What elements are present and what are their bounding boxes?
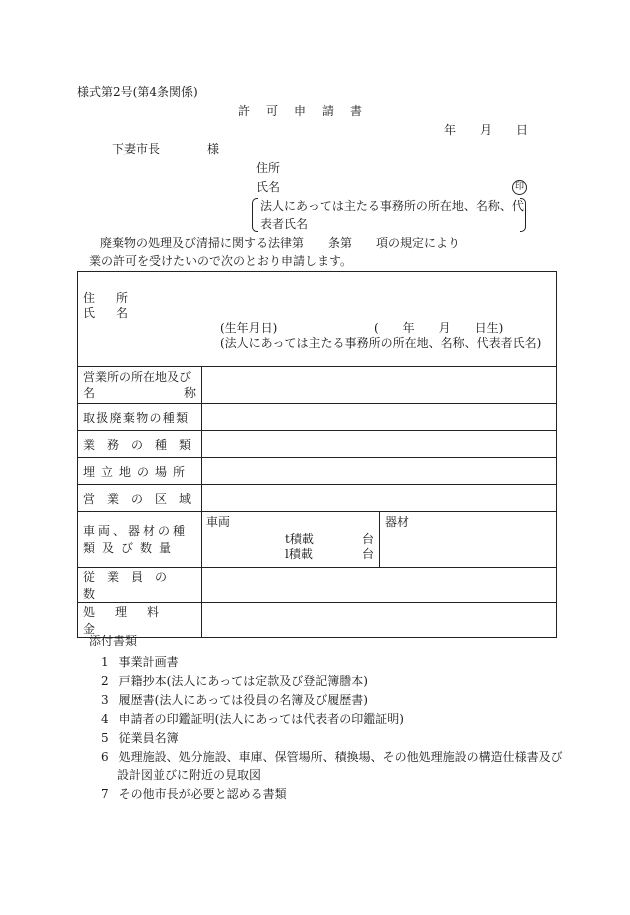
area-label <box>78 485 202 512</box>
birth-label: (生年月日) <box>220 321 278 335</box>
applicant-name-label: 氏名 <box>256 180 281 194</box>
intro-line2: 業の許可を受けたいので次のとおり申請します。 <box>89 254 353 268</box>
page-title: 許 可 申 請 書 <box>238 104 365 118</box>
intro-line1: 廃棄物の処理及び清掃に関する法律第 条第 項の規定により <box>100 236 461 250</box>
landfill-text: 埋立地の場所 <box>83 464 192 479</box>
vehicle-label-l2: 類及び数量 <box>83 540 179 555</box>
business-type-text: 業 務 の 種 類 <box>83 437 192 452</box>
attachments-heading: 添付書類 <box>89 634 138 648</box>
fee-field[interactable] <box>202 603 557 638</box>
table-row <box>78 603 557 638</box>
name-label-b: 名 <box>115 306 128 320</box>
table-row <box>78 404 557 431</box>
corp-note-line2: 表者氏名 <box>260 217 309 231</box>
vehicle-label-l1: 車両、器材の種 <box>83 523 189 538</box>
employees-text: 従業員の数 <box>83 570 180 601</box>
vehicle-label <box>78 512 202 568</box>
list-item: 1 事業計画書 <box>101 655 179 669</box>
addr-label-a: 住 <box>83 291 96 305</box>
vehicle-field[interactable] <box>202 512 380 568</box>
office-field[interactable] <box>202 367 557 404</box>
table-row <box>78 458 557 485</box>
vehicle-row2-unit: l積載 <box>285 547 313 561</box>
table-row <box>78 485 557 512</box>
addressee-honorific: 様 <box>207 142 220 156</box>
equipment-header: 器材 <box>385 515 410 529</box>
table-row <box>78 272 557 367</box>
employees-field[interactable] <box>202 568 557 603</box>
application-table <box>77 271 557 638</box>
corp-note-line1: 法人にあっては主たる事務所の所在地、名称、代 <box>260 199 524 213</box>
birth-value: ( 年 月 日生) <box>374 321 504 335</box>
date-line: 年 月 日 <box>444 123 529 137</box>
equipment-field[interactable] <box>380 512 557 568</box>
list-item: 5 従業員名簿 <box>101 731 179 745</box>
fee-text: 処理料金 <box>83 605 180 636</box>
area-field[interactable] <box>202 485 557 512</box>
name-label-a: 氏 <box>83 306 96 320</box>
office-label-l1: 営業所の所在地及び <box>83 370 192 384</box>
addr-label-b: 所 <box>115 291 128 305</box>
bracket-left-icon <box>252 198 258 232</box>
table-row <box>78 367 557 404</box>
list-item: 2 戸籍抄本(法人にあっては定款及び登記簿謄本) <box>101 674 368 688</box>
address-name-cell[interactable] <box>78 272 557 367</box>
waste-type-field[interactable] <box>202 404 557 431</box>
business-type-field[interactable] <box>202 431 557 458</box>
office-label-l2a: 名 <box>83 386 96 400</box>
form-number: 様式第2号(第4条関係) <box>77 85 198 99</box>
list-item: 3 履歴書(法人にあっては役員の名簿及び履歴書) <box>101 693 368 707</box>
office-label <box>78 367 202 404</box>
business-type-label <box>78 431 202 458</box>
landfill-field[interactable] <box>202 458 557 485</box>
waste-type-label <box>78 404 202 431</box>
applicant-address-label: 住所 <box>256 161 281 175</box>
area-text: 営 業 の 区 域 <box>83 491 192 506</box>
table-row <box>78 568 557 603</box>
vehicle-row2-count: 台 <box>362 547 375 561</box>
vehicle-header: 車両 <box>206 515 231 529</box>
list-item: 7 その他市長が必要と認める書類 <box>101 787 287 801</box>
corp-note: (法人にあっては主たる事務所の所在地、名称、代表者氏名) <box>220 336 542 350</box>
seal-icon: 印 <box>512 180 527 195</box>
list-item-continuation: 設計図並びに附近の見取図 <box>117 768 262 782</box>
addressee: 下妻市長 <box>112 142 161 156</box>
table-row <box>78 431 557 458</box>
waste-type-text: 取扱廃棄物の種類 <box>83 410 190 425</box>
landfill-label <box>78 458 202 485</box>
list-item: 6 処理施設、処分施設、車庫、保管場所、積換場、その他処理施設の構造仕様書及び <box>101 750 563 764</box>
vehicle-row1-unit: t積載 <box>285 532 314 546</box>
vehicle-row1-count: 台 <box>362 532 375 546</box>
table-row <box>78 512 557 568</box>
employees-label <box>78 568 202 603</box>
office-label-l2b: 称 <box>183 386 196 400</box>
list-item: 4 申請者の印鑑証明(法人にあっては代表者の印鑑証明) <box>101 712 404 726</box>
